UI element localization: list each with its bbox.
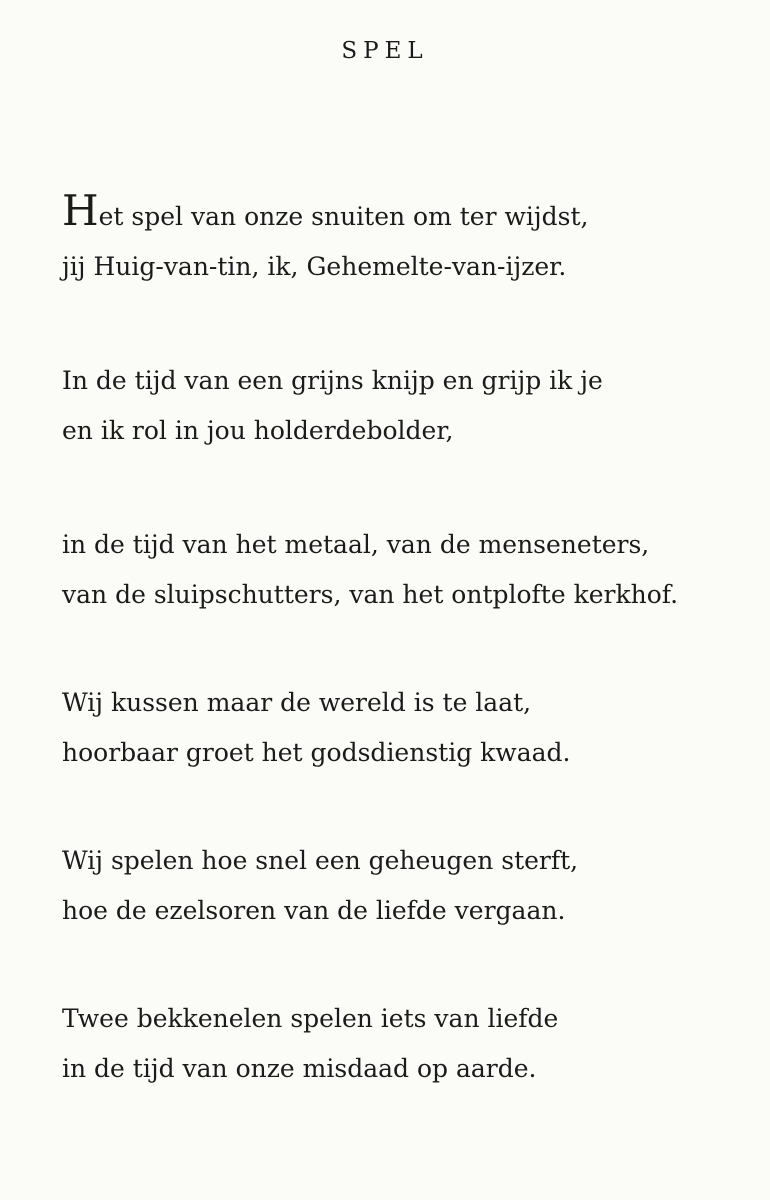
line-text: et spel van onze snuiten om ter wijdst,	[98, 202, 589, 231]
poem-line: in de tijd van onze misdaad op aarde.	[62, 1054, 537, 1083]
poem-line	[62, 186, 762, 242]
poem-title: SPEL	[341, 38, 429, 64]
stanza-2	[62, 356, 762, 456]
drop-cap: H	[62, 186, 99, 235]
poem-line: hoorbaar groet het godsdienstig kwaad.	[62, 738, 571, 767]
stanza-4	[62, 678, 762, 778]
stanza-1	[62, 186, 762, 292]
poem-line: In de tijd van een grijns knijp en grijp ik je	[62, 366, 603, 395]
poem-line: Wij kussen maar de wereld is te laat,	[62, 688, 532, 717]
poem-line: jij Huig-van-tin, ik, Gehemelte-van-ijzer.	[62, 252, 567, 281]
poem-line: Wij spelen hoe snel een geheugen sterft,	[62, 846, 579, 875]
poem-line: en ik rol in jou holderdebolder,	[62, 416, 454, 445]
poem-line: hoe de ezelsoren van de liefde vergaan.	[62, 896, 566, 925]
poem-line: van de sluipschutters, van het ontplofte kerkhof.	[62, 580, 679, 609]
stanza-6	[62, 994, 762, 1094]
stanza-3	[62, 520, 762, 620]
poem-body	[62, 186, 762, 1153]
poem-line: Twee bekkenelen spelen iets van liefde	[62, 1004, 559, 1033]
stanza-5	[62, 836, 762, 936]
poem-line: in de tijd van het metaal, van de menseneters,	[62, 530, 650, 559]
